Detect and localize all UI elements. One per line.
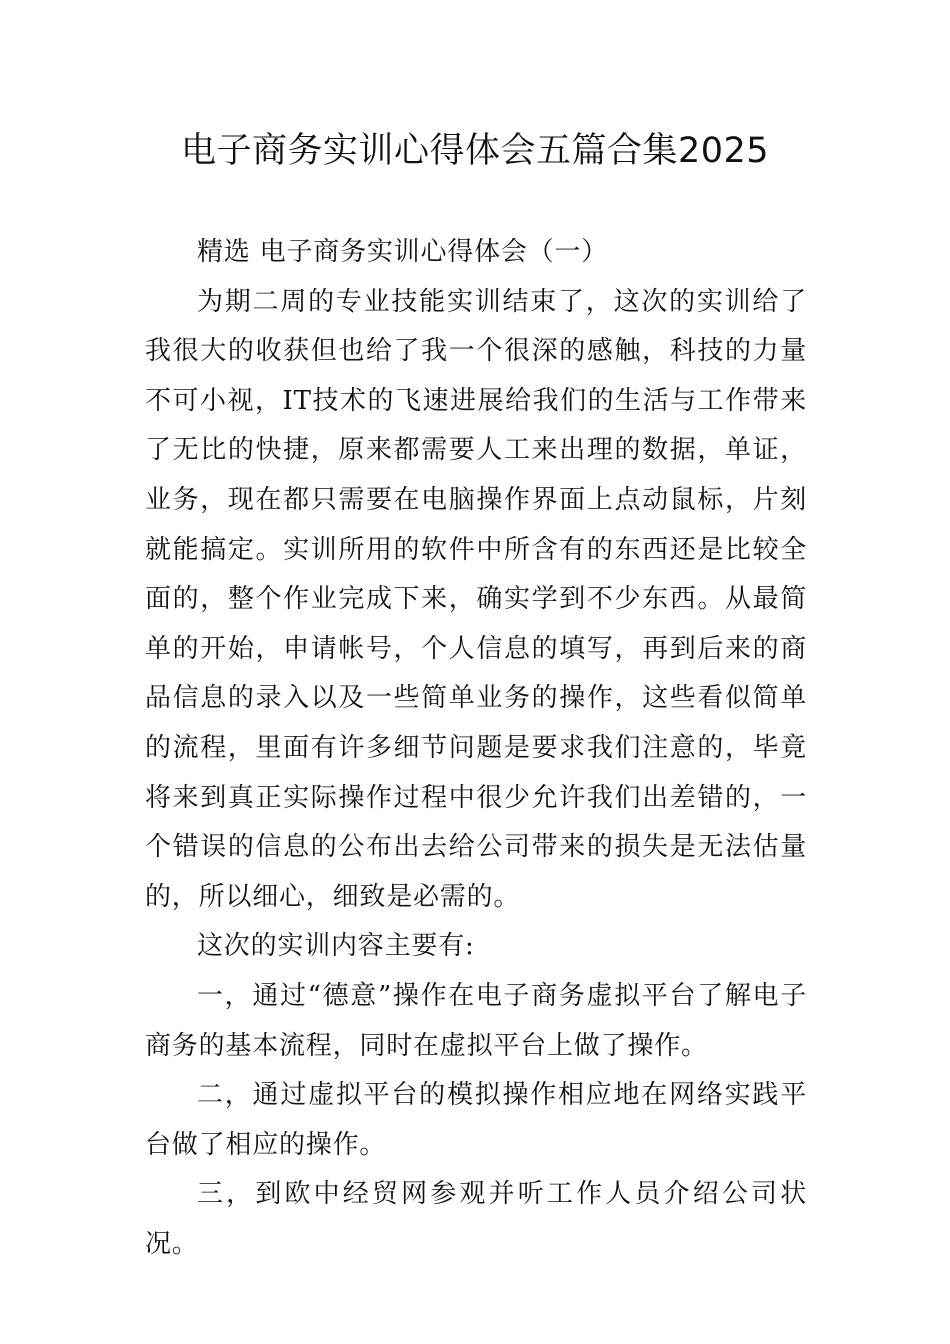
document-title: 电子商务实训心得体会五篇合集2025 bbox=[180, 131, 770, 171]
paragraph-item-2: 二，通过虚拟平台的模拟操作相应地在网络实践平台做了相应的操作。 bbox=[145, 1080, 807, 1160]
paragraph-intro: 为期二周的专业技能实训结束了，这次的实训给了我很大的收获但也给了我一个很深的感触，科技的力量不可小视，IT技术的飞速进展给我们的生活与工作带来了无比的快捷，原来都需要人工来出理的数据，单证，业务，现在都只需要在电脑操作界面上点动鼠标，片刻就能搞定。实训所用的软件中所含有的东西还是比较全面的，整个作业完成下来，确实学到不少东西。从最简单的开始，申请帐号，个人信息的填写，再到后来的商品信息的录入以及一些简单业务的操作，这些看似简单的流程，里面有许多细节问题是要求我们注意的，毕竟将来到真正实际操作过程中很少允许我们出差错的，一个错误的信息的公布出去给公司带来的损失是无法估量的，所以细心，细致是必需的。 bbox=[145, 286, 807, 912]
document-body bbox=[145, 228, 807, 1269]
paragraph-content-lead: 这次的实训内容主要有: bbox=[197, 931, 475, 962]
paragraph-item-1: 一，通过“德意”操作在电子商务虚拟平台了解电子商务的基本流程，同时在虚拟平台上做了操作。 bbox=[145, 980, 807, 1061]
section-heading: 精选 电子商务实训心得体会（一） bbox=[197, 237, 609, 267]
paragraph-item-3: 三，到欧中经贸网参观并听工作人员介绍公司状况。 bbox=[145, 1179, 807, 1259]
